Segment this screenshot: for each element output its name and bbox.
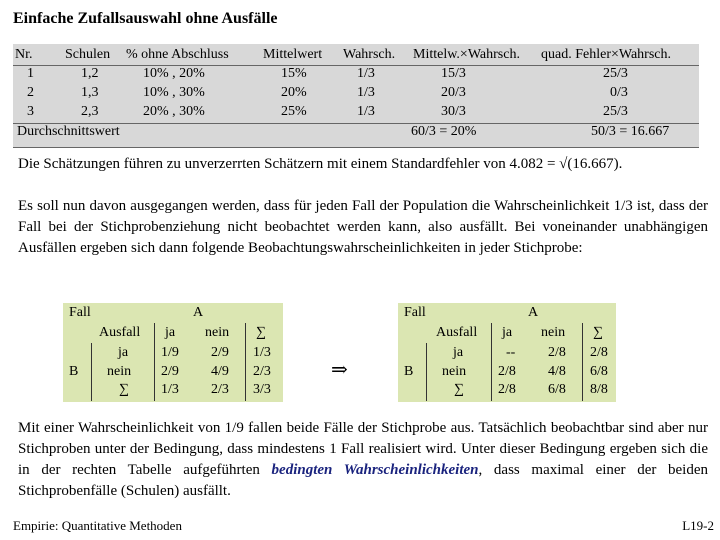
cell: 3/3 — [253, 382, 271, 397]
header-mittelwert: Mittelwert — [263, 47, 323, 62]
divider — [245, 323, 246, 401]
cell: 6/8 — [590, 364, 608, 379]
col-ja: ja — [502, 325, 513, 340]
cell: 2/3 — [211, 382, 229, 397]
cell-nr: 3 — [27, 104, 34, 119]
cell-schulen: 1,2 — [81, 66, 99, 81]
label-ausfall: Ausfall — [436, 325, 478, 340]
cell: 2/8 — [498, 364, 516, 379]
cell-fehler-wahrsch: 25/3 — [603, 104, 628, 119]
probability-table-conditional — [398, 303, 616, 402]
header-wahrsch: Wahrsch. — [343, 47, 396, 62]
probability-table-unconditional — [63, 303, 283, 402]
conclusion-text-end: , dass maximal einer der beiden Stichprobenfälle (Schulen) ausfällt. — [18, 462, 708, 499]
label-b: B — [69, 364, 79, 379]
cell-nr: 2 — [27, 85, 34, 100]
col-nein: nein — [205, 325, 230, 340]
row-nein: nein — [107, 364, 132, 379]
label-fall: Fall — [69, 305, 91, 320]
cell-mittelw-wahrsch: 20/3 — [441, 85, 466, 100]
cell-pct: 10% , 20% — [143, 66, 205, 81]
cell-fehler-wahrsch: 25/3 — [603, 66, 628, 81]
sample-table — [13, 44, 699, 148]
paragraph-estimates: Die Schätzungen führen zu unverzerrten Schätzern mit einem Standardfehler von 4.082 = √(16.667). — [18, 156, 623, 172]
sum-icon: ∑ — [454, 382, 464, 397]
cell-wahrsch: 1/3 — [357, 104, 375, 119]
cell: 2/9 — [211, 345, 229, 360]
cell-nr: 1 — [27, 66, 34, 81]
header-pct: % ohne Abschluss — [126, 47, 229, 62]
page-title: Einfache Zufallsauswahl ohne Ausfälle — [13, 10, 278, 27]
cell-mittelwert: 20% — [281, 85, 307, 100]
table-header-row — [13, 47, 699, 66]
cell: 2/3 — [253, 364, 271, 379]
cell-schulen: 2,3 — [81, 104, 99, 119]
label-a: A — [193, 305, 204, 320]
arrow-icon: ⇒ — [331, 359, 348, 381]
cell: 1/3 — [161, 382, 179, 397]
header-nr: Nr. — [15, 47, 33, 62]
cell-mittelw-wahrsch: 15/3 — [441, 66, 466, 81]
cell-mittelw-wahrsch: 30/3 — [441, 104, 466, 119]
footer-slide-number: L19-2 — [682, 518, 714, 533]
cell: 2/8 — [498, 382, 516, 397]
cell: 1/3 — [253, 345, 271, 360]
sum-icon: ∑ — [119, 382, 129, 397]
row-nein: nein — [442, 364, 467, 379]
cell-wahrsch: 1/3 — [357, 66, 375, 81]
divider — [91, 343, 92, 401]
cell: 4/9 — [211, 364, 229, 379]
cell: 6/8 — [548, 382, 566, 397]
cell-pct: 10% , 30% — [143, 85, 205, 100]
header-mittelw-wahrsch: Mittelw.×Wahrsch. — [413, 47, 520, 62]
footer-mean: 60/3 = 20% — [411, 124, 477, 139]
cell: 4/8 — [548, 364, 566, 379]
cell: 1/9 — [161, 345, 179, 360]
header-schulen: Schulen — [65, 47, 111, 62]
cell-fehler-wahrsch: 0/3 — [610, 85, 628, 100]
row-ja: ja — [118, 345, 129, 360]
divider — [582, 323, 583, 401]
paragraph-assumption: Es soll nun davon ausgegangen werden, dass für jeden Fall der Population die Wahrscheinlichkeit 1/3 ist, dass der Fall bei der Stichprobenziehung nicht beobachtet werden kann, also ausfällt. Bei voneinander unabhängigen Ausfällen ergeben sich dann folgende Beobachtungswahrscheinlichkeiten in jeder Stichprobe: — [18, 198, 708, 256]
header-fehler-wahrsch: quad. Fehler×Wahrsch. — [541, 47, 672, 62]
label-fall: Fall — [404, 305, 426, 320]
sum-icon: ∑ — [593, 325, 603, 340]
label-a: A — [528, 305, 539, 320]
cell: 8/8 — [590, 382, 608, 397]
conclusion-text: Mit einer Wahrscheinlichkeit von 1/9 fallen beide Fälle der Stichprobe aus. Tatsächlich beobachtbar sind aber nur Stichproben unter der Bedingung, dass mindestens 1 Fall realisiert wird. Unter dieser Bedingung ergeben sich die in der rechten Tabelle aufgeführten — [18, 420, 708, 478]
emphasis-term: bedingten Wahrscheinlichkeiten — [271, 462, 479, 478]
label-b: B — [404, 364, 414, 379]
col-ja: ja — [165, 325, 176, 340]
label-ausfall: Ausfall — [99, 325, 141, 340]
divider — [426, 343, 427, 401]
footer-course: Empirie: Quantitative Methoden — [13, 518, 182, 533]
row-ja: ja — [453, 345, 464, 360]
cell: -- — [506, 345, 516, 360]
cell-schulen: 1,3 — [81, 85, 99, 100]
cell-pct: 20% , 30% — [143, 104, 205, 119]
col-nein: nein — [541, 325, 566, 340]
cell: 2/8 — [548, 345, 566, 360]
cell: 2/9 — [161, 364, 179, 379]
footer-label: Durchschnittswert — [17, 124, 120, 139]
cell-wahrsch: 1/3 — [357, 85, 375, 100]
divider — [154, 323, 155, 401]
cell-mittelwert: 15% — [281, 66, 307, 81]
cell: 2/8 — [590, 345, 608, 360]
divider — [491, 323, 492, 401]
footer-error: 50/3 = 16.667 — [591, 124, 670, 139]
cell-mittelwert: 25% — [281, 104, 307, 119]
sum-icon: ∑ — [256, 325, 266, 340]
paragraph-conclusion — [18, 418, 708, 502]
